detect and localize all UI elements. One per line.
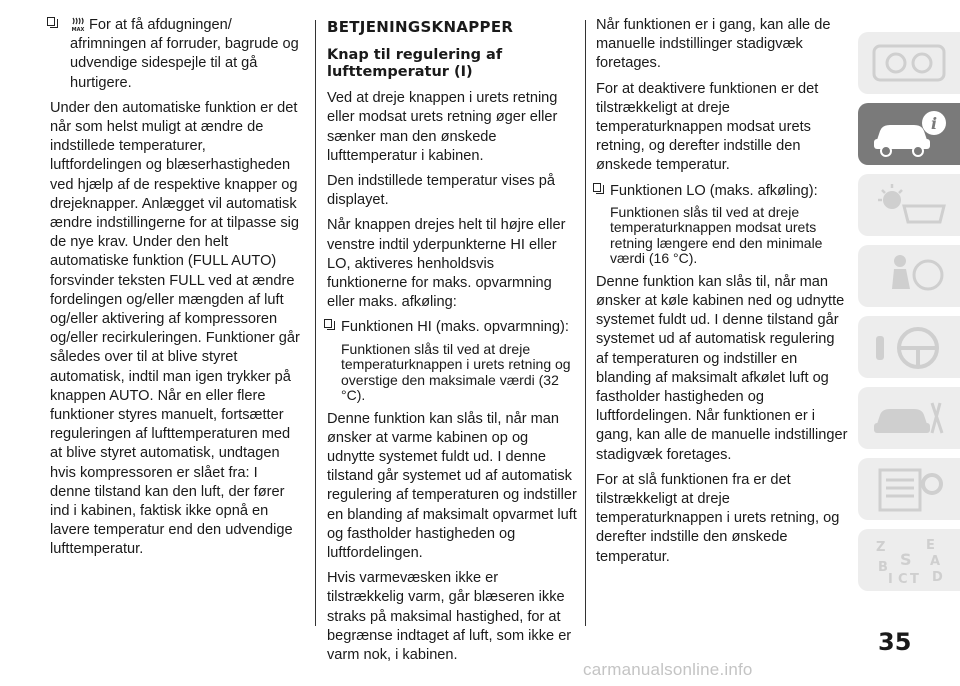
- dashboard-icon: [870, 38, 950, 88]
- subsection-title: Knap til regulering af lufttemperatur (I): [327, 47, 503, 81]
- steering-wheel-icon: [870, 322, 950, 372]
- tab-lights[interactable]: [858, 174, 960, 236]
- paragraph: Hvis varmevæsken ikke er tilstrækkelig varm, går blæseren ikke straks på maksimal hastighed, for at begrænse indtaget af luft, som ikke er varm nok, i kabinen.: [327, 570, 572, 664]
- bullet-description: Funktionen slås til ved at dreje temperaturknappen i urets retning og overstige den maksimale værdi (32 °C).: [341, 340, 571, 404]
- car-info-icon: [870, 109, 950, 159]
- tab-steering[interactable]: [858, 316, 960, 378]
- tab-airbag[interactable]: [858, 245, 960, 307]
- lights-icon: [870, 180, 950, 230]
- tab-maintenance[interactable]: [858, 458, 960, 520]
- svg-text:Z: Z: [876, 540, 886, 555]
- bullet-label: Funktionen HI (maks. opvarmning):: [341, 319, 569, 336]
- index-icon: [870, 535, 950, 585]
- bullet-label: Funktionen LO (maks. afkøling):: [610, 182, 818, 199]
- section-title: BETJENINGSKNAPPER: [327, 18, 514, 36]
- svg-text:I: I: [888, 572, 893, 585]
- paragraph: Ved at dreje knappen i urets retning eller modsat urets retning øger eller sænker man den ønskede lufttemperatur i kabinen.: [327, 90, 558, 164]
- paragraph: For at slå funktionen fra er det tilstrækkeligt at dreje temperaturknappen i urets retning, og derefter indstille den ønskede temperatur.: [596, 471, 840, 565]
- checkbox-bullet-icon: [50, 19, 58, 28]
- airbag-icon: [870, 251, 950, 301]
- svg-text:T: T: [910, 572, 919, 585]
- bullet-max-defrost: [50, 16, 300, 93]
- svg-text:D: D: [932, 570, 943, 585]
- bullet-description: Funktionen slås til ved at dreje temperaturknappen modsat urets retning længere end den minimale værdi (16 °C).: [610, 203, 823, 267]
- car-breakdown-icon: [870, 393, 950, 443]
- paragraph: Denne funktion kan slås til, når man ønsker at varme kabinen op og udnytte systemet fuldt ud. I denne tilstand går systemet ud af automatisk regulering af temperaturen og indstiller en blanding af maksimalt opvarmet luft og fastholder hastigheden og luftfordelingen.: [327, 410, 577, 562]
- watermark: carmanualsonline.info: [583, 660, 753, 679]
- paragraph: Når funktionen er i gang, kan alle de manuelle indstillinger stadigvæk foretages.: [596, 17, 831, 72]
- paragraph: Når knappen drejes helt til højre eller venstre indtil yderpunkterne HI eller LO, aktiveres henholdsvis funktionerne for maks. opvarmning eller maks. afkøling:: [327, 217, 566, 311]
- tab-breakdown[interactable]: [858, 387, 960, 449]
- tab-dashboard[interactable]: [858, 32, 960, 94]
- bullet-hi: [327, 318, 577, 337]
- bullet-lo: [596, 182, 848, 201]
- svg-text:A: A: [930, 554, 941, 569]
- maintenance-icon: [870, 464, 950, 514]
- column-divider: [315, 20, 316, 626]
- tab-car-info[interactable]: [858, 103, 960, 165]
- svg-text:C: C: [898, 572, 908, 585]
- svg-text:i: i: [930, 114, 938, 133]
- checkbox-bullet-icon: [596, 185, 604, 194]
- bullet-text: For at få afdugningen/ afrimningen af forruder, bagrude og udvendige sidespejle til at gå hurtigere.: [70, 17, 299, 91]
- paragraph: Den indstillede temperatur vises på displayet.: [327, 173, 555, 209]
- max-icon-label: MAX: [71, 27, 85, 32]
- svg-text:E: E: [926, 538, 935, 553]
- checkbox-bullet-icon: [327, 321, 335, 330]
- paragraph: Under den automatiske funktion er det når som helst muligt at ændre de indstillede temperaturer, luftfordelingen og blæserhastigheden ved hjælp af de respektive knapper og drejeknapper. Anlægget vil automatisk ændre indstillingerne for at tilpasse sig de nye krav. Under den helt automatiske funktion (FULL AUTO) forsvinder teksten FULL ved at ændre fordelingen og/eller mængden af luft og/eller aktivering af kompressoren og/eller recirkuleringen. Funktioner går således over til at blive styret automatisk, indtil man igen trykker på knappen AUTO. Når en eller flere funktioner styres manuelt, fortsætter reguleringen af lufttemperaturen med at blive styret automatisk, undtagen hvis kompressoren er slået fra: I denne tilstand kan den luft, der fører ind i kabinen, faktisk ikke opnå en lavere temperatur end den udvendige lufttemperatur.: [50, 99, 300, 558]
- text-column-1: [50, 16, 300, 566]
- page-number: 35: [878, 628, 912, 656]
- text-column-2: [327, 16, 577, 671]
- column-divider: [585, 20, 586, 626]
- paragraph: Denne funktion kan slås til, når man ønsker at køle kabinen ned og udnytte systemet fuldt ud. I denne tilstand går systemet ud af automatisk regulering af temperaturen og indstiller en blanding af maksimalt afkølet luft og fastholder hastigheden og luftfordelingen. Når funktionen er i gang, kan alle de manuelle indstillinger stadigvæk foretages.: [596, 273, 848, 463]
- tab-index[interactable]: [858, 529, 960, 591]
- text-column-3: [596, 16, 848, 573]
- svg-text:S: S: [900, 550, 912, 569]
- paragraph: For at deaktivere funktionen er det tilstrækkeligt at dreje temperaturknappen modsat urets retning, og derefter indstille den ønskede temperatur.: [596, 80, 819, 174]
- svg-text:B: B: [878, 560, 888, 575]
- max-defrost-icon: [70, 16, 86, 32]
- chapter-sidebar: [858, 32, 960, 600]
